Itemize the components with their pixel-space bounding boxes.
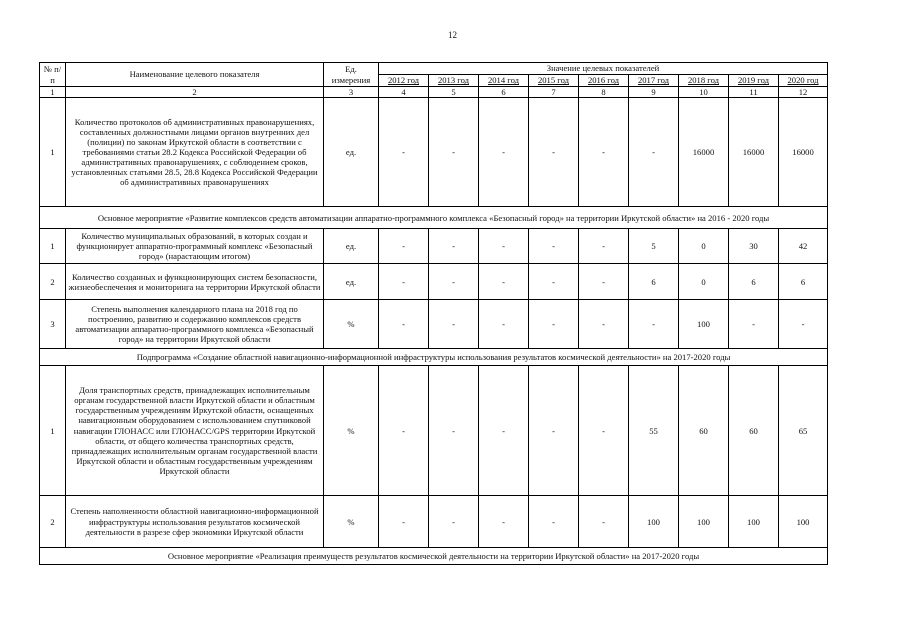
value-cell: -	[579, 98, 629, 207]
value-cell: -	[529, 229, 579, 264]
value-cell: 16000	[729, 98, 779, 207]
indicator-name: Доля транспортных средств, принадлежащих исполнительным органам государственной власти Иркутской области и областным государственным учреждениям Иркутской области, оснащенных навигационным оборудованием с использованием спутниковой навигации ГЛОНАСС или ГЛОНАСС/GPS территории Иркутской области, от общего количества транспортных средств, принадлежащих исполнительным органам государственной власти Иркутской области и областным государственным учреждениям Иркутской области	[66, 366, 324, 496]
value-cell: 42	[779, 229, 828, 264]
row-number: 2	[40, 496, 66, 548]
value-cell: -	[429, 366, 479, 496]
table-row	[40, 496, 828, 548]
column-number: 10	[679, 87, 729, 98]
column-number: 2	[66, 87, 324, 98]
value-cell: -	[579, 264, 629, 300]
value-cell: -	[429, 264, 479, 300]
value-cell: -	[529, 98, 579, 207]
indicator-name: Количество протоколов об административных правонарушениях, составленных должностными лицами органов внутренних дел (полиции) по законам Иркутской области в соответствии с требованиями статьи 28.2 Кодекса Российской Федерации об административных правонарушениях, с соблюдением сроков, установленных статьями 28.5, 28.8 Кодекса Российской Федерации об административных правонарушениях	[66, 98, 324, 207]
value-cell: 60	[729, 366, 779, 496]
section-title: Основное мероприятие «Реализация преимуществ результатов космической деятельности на территории Иркутской области» на 2017-2020 годы	[167, 551, 700, 562]
row-number: 1	[40, 229, 66, 264]
value-cell: 6	[779, 264, 828, 300]
header-year: 2013 год	[429, 75, 479, 87]
column-number: 3	[324, 87, 379, 98]
table-row	[40, 264, 828, 300]
value-cell: -	[529, 366, 579, 496]
row-number: 1	[40, 98, 66, 207]
value-cell: -	[629, 300, 679, 349]
unit-cell: ед.	[324, 264, 379, 300]
value-cell: -	[729, 300, 779, 349]
header-year: 2020 год	[779, 75, 828, 87]
value-cell: 0	[679, 229, 729, 264]
header-year: 2014 год	[479, 75, 529, 87]
section-heading	[40, 207, 828, 229]
value-cell: -	[529, 496, 579, 548]
unit-cell: ед.	[324, 229, 379, 264]
column-number: 4	[379, 87, 429, 98]
header-year: 2018 год	[679, 75, 729, 87]
value-cell: 0	[679, 264, 729, 300]
header-unit: Ед. измерения	[324, 63, 379, 87]
value-cell: -	[579, 229, 629, 264]
section-heading	[40, 349, 828, 366]
header-year: 2012 год	[379, 75, 429, 87]
value-cell: 60	[679, 366, 729, 496]
header-year: 2015 год	[529, 75, 579, 87]
header-year: 2016 год	[579, 75, 629, 87]
value-cell: 6	[729, 264, 779, 300]
page-number: 12	[448, 30, 457, 40]
indicator-name: Количество муниципальных образований, в которых создан и функционирует аппаратно-программный комплекс «Безопасный город» (нарастающим итогом)	[66, 229, 324, 264]
column-number: 6	[479, 87, 529, 98]
value-cell: 16000	[679, 98, 729, 207]
unit-cell: ед.	[324, 98, 379, 207]
value-cell: -	[429, 229, 479, 264]
header-num: № п/п	[40, 63, 66, 87]
value-cell: -	[579, 366, 629, 496]
header-name: Наименование целевого показателя	[66, 63, 324, 87]
value-cell: -	[379, 300, 429, 349]
value-cell: -	[479, 300, 529, 349]
value-cell: -	[379, 496, 429, 548]
indicator-name: Количество созданных и функционирующих систем безопасности, жизнеобеспечения и мониторинга на территории Иркутской области	[66, 264, 324, 300]
row-number: 3	[40, 300, 66, 349]
value-cell: -	[479, 366, 529, 496]
header-values: Значение целевых показателей	[379, 63, 828, 75]
column-number: 8	[579, 87, 629, 98]
column-number: 1	[40, 87, 66, 98]
value-cell: -	[779, 300, 828, 349]
unit-cell: %	[324, 366, 379, 496]
column-number: 11	[729, 87, 779, 98]
header-year: 2017 год	[629, 75, 679, 87]
value-cell: -	[429, 98, 479, 207]
target-indicators-table	[39, 62, 828, 565]
value-cell: -	[379, 98, 429, 207]
value-cell: 100	[629, 496, 679, 548]
unit-cell: %	[324, 300, 379, 349]
section-title: Подпрограмма «Создание областной навигационно-информационной инфраструктуры использования результатов космической деятельности» на 2017-2020 годы	[136, 352, 731, 363]
table-row	[40, 229, 828, 264]
value-cell: 5	[629, 229, 679, 264]
row-number: 2	[40, 264, 66, 300]
indicator-name: Степень наполненности областной навигационно-информационной инфраструктуры использования результатов космической деятельности в разрезе сфер экономики Иркутской области	[66, 496, 324, 548]
column-number: 9	[629, 87, 679, 98]
table-row	[40, 366, 828, 496]
unit-cell: %	[324, 496, 379, 548]
value-cell: -	[479, 496, 529, 548]
value-cell: -	[529, 300, 579, 349]
value-cell: 16000	[779, 98, 828, 207]
value-cell: -	[379, 229, 429, 264]
value-cell: -	[429, 300, 479, 349]
value-cell: 30	[729, 229, 779, 264]
value-cell: -	[479, 264, 529, 300]
section-heading	[40, 548, 828, 565]
value-cell: -	[579, 300, 629, 349]
value-cell: -	[479, 229, 529, 264]
column-number: 5	[429, 87, 479, 98]
section-title: Основное мероприятие «Развитие комплексов средств автоматизации аппаратно-программного комплекса «Безопасный город» на территории Иркутской области» на 2016 - 2020 годы	[97, 212, 770, 223]
value-cell: -	[529, 264, 579, 300]
value-cell: -	[479, 98, 529, 207]
value-cell: 100	[779, 496, 828, 548]
value-cell: -	[629, 98, 679, 207]
value-cell: 100	[679, 300, 729, 349]
value-cell: -	[579, 496, 629, 548]
table-row	[40, 300, 828, 349]
row-number: 1	[40, 366, 66, 496]
value-cell: -	[379, 366, 429, 496]
value-cell: 100	[729, 496, 779, 548]
value-cell: -	[429, 496, 479, 548]
value-cell: 6	[629, 264, 679, 300]
value-cell: 55	[629, 366, 679, 496]
value-cell: -	[379, 264, 429, 300]
column-number: 7	[529, 87, 579, 98]
table-row	[40, 98, 828, 207]
indicator-name: Степень выполнения календарного плана на 2018 год по построению, развитию и содержанию комплексов средств автоматизации аппаратно-программного комплекса «Безопасный город» на территории Иркутской области	[66, 300, 324, 349]
value-cell: 100	[679, 496, 729, 548]
value-cell: 65	[779, 366, 828, 496]
column-number: 12	[779, 87, 828, 98]
header-year: 2019 год	[729, 75, 779, 87]
